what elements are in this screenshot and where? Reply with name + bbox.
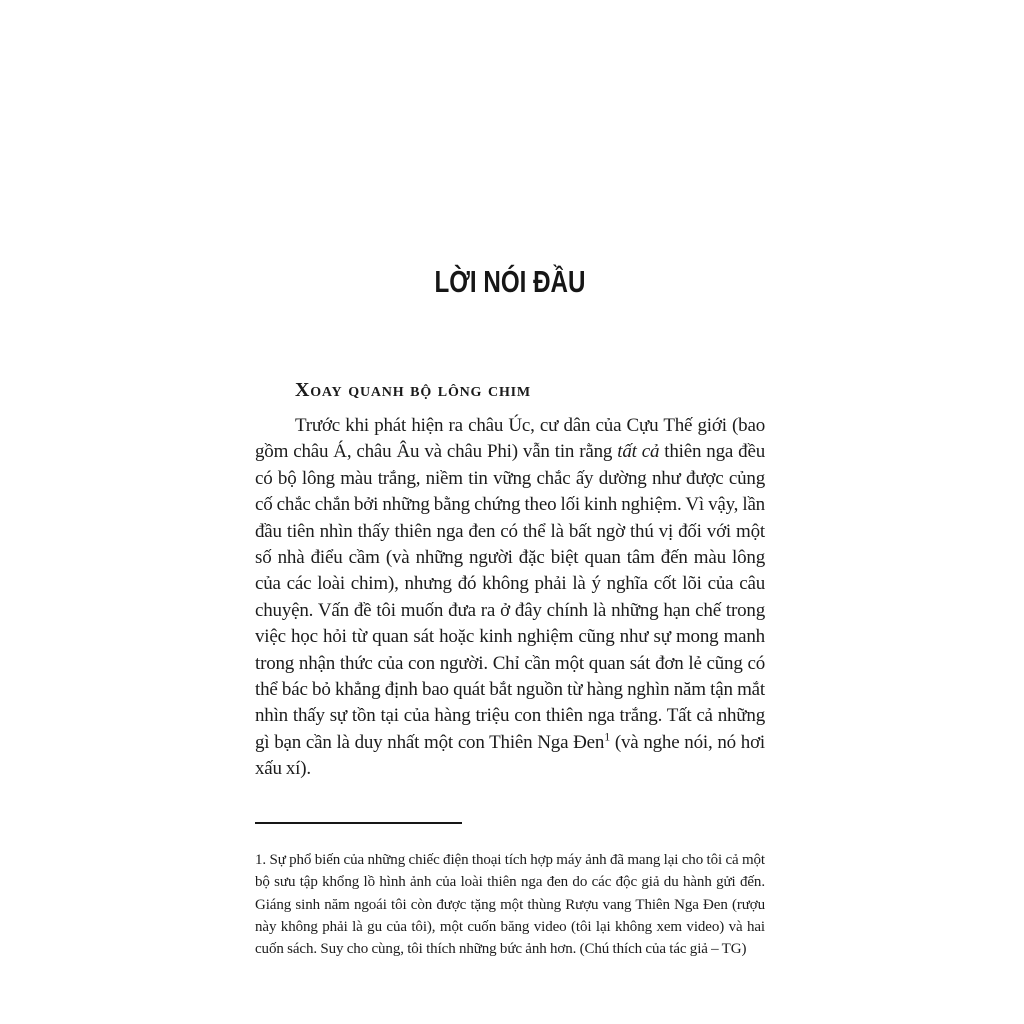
chapter-title: LỜI NÓI ĐẦU bbox=[434, 263, 586, 299]
footnote-text: Sự phổ biến của những chiếc điện thoại tích hợp máy ảnh đã mang lại cho tôi cả một bộ sưu tập khổng lồ hình ảnh của loài thiên nga đen do các độc giả du hành gửi đến. Giáng sinh năm ngoái tôi còn được tặng một thùng Rượu vang Thiên Nga Đen (rượu này không phải là gu của tôi), một cuốn băng video (tôi lại không xem video) và hai cuốn sách. Suy cho cùng, tôi thích những bức ảnh hơn. (Chú thích của tác giả – TG) bbox=[255, 852, 765, 958]
footnote-marker: 1. bbox=[255, 852, 267, 868]
paragraph-run: Trước khi phát hiện ra châu Úc, cư dân của Cựu Thế giới (bao gồm châu Á, châu Âu và châu Phi) vẫn tin rằng bbox=[255, 415, 765, 463]
italic-phrase: tất cả bbox=[617, 441, 660, 463]
paragraph-run: (và nghe nói, nó hơi xấu xí). bbox=[255, 731, 765, 780]
paragraph-run: thiên nga đều có bộ lông màu trắng, niềm tin vững chắc ấy dường như được củng cố chắc chắn bởi những bằng chứng theo lối kinh nghiệm. Vì vậy, lần đầu tiên nhìn thấy thiên nga đen có thể là bất ngờ thú vị đối với một số nhà điểu cầm (và những người đặc biệt quan tâm đến màu lông của các loài chim), nhưng đó không phải là ý nghĩa cốt lõi của câu chuyện. Vấn đề tôi muốn đưa ra ở đây chính là những hạn chế trong việc học hỏi từ quan sát hoặc kinh nghiệm cũng như sự mong manh trong nhận thức của con người. Chỉ cần một quan sát đơn lẻ cũng có thể bác bỏ khẳng định bao quát bắt nguồn từ hàng nghìn năm tận mắt nhìn thấy sự tồn tại của hàng triệu con thiên nga trắng. Tất cả những gì bạn cần là duy nhất một con Thiên Nga Đen bbox=[255, 441, 766, 753]
footnote-reference: 1 bbox=[604, 729, 611, 744]
footnote-rule bbox=[255, 822, 462, 824]
section-heading: Xoay quanh bộ lông chim bbox=[295, 378, 531, 401]
body-paragraph bbox=[255, 413, 765, 783]
footnote bbox=[255, 849, 765, 960]
